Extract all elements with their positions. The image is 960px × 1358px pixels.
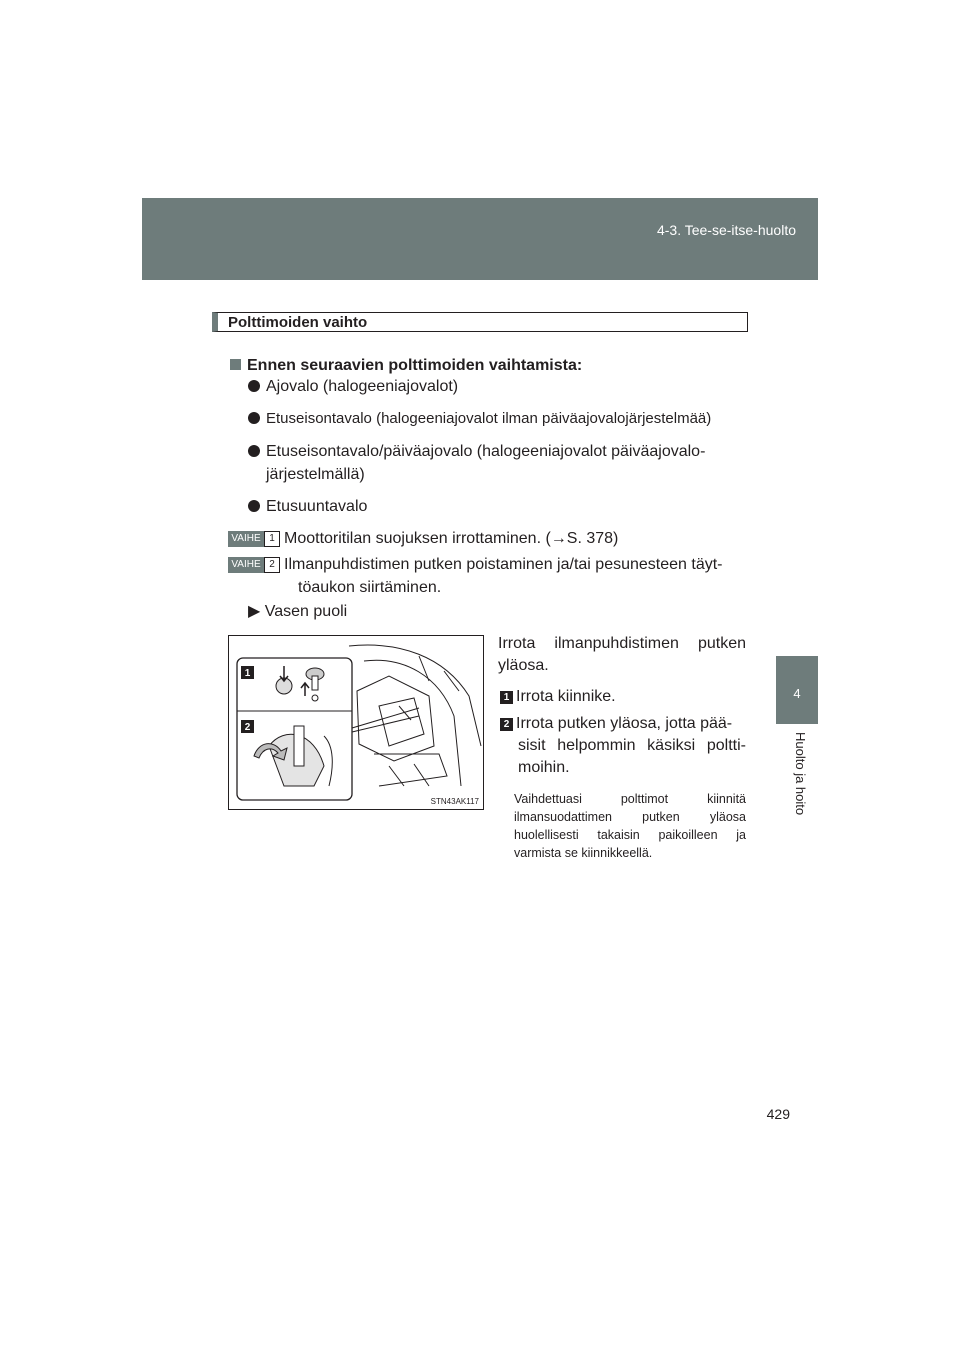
instruction-item-continuation: moihin.: [518, 759, 570, 776]
engine-bay-illustration: [229, 636, 483, 809]
step-text: Ilmanpuhdistimen putken poistaminen ja/tai pesunesteen täyt-: [284, 556, 723, 573]
bullet-item: Etuseisontavalo (halogeeniajovalot ilman päiväajovalojärjestelmää): [248, 408, 711, 430]
instruction-intro: Irrota ilmanpuhdistimen putken: [498, 635, 746, 652]
bullet-item: Ajovalo (halogeeniajovalot): [248, 376, 458, 398]
instruction-item: 1 Irrota kiinnike.: [500, 686, 616, 708]
chapter-title: Huolto ja hoito: [793, 732, 808, 816]
triangle-right-icon: ▶: [248, 603, 261, 620]
bullet-item: Etuseisontavalo/päiväajovalo (halogeeniajovalot päiväajovalo-: [248, 441, 705, 463]
figure-code: STN43AK117: [430, 797, 479, 806]
step-badge: VAIHE 2: [228, 557, 278, 573]
chapter-number: 4: [793, 686, 801, 701]
step-badge: VAIHE 1: [228, 531, 278, 547]
callout-1-icon: 1: [500, 691, 513, 704]
bullet-icon: [248, 445, 260, 457]
section-title: Polttimoiden vaihto: [228, 314, 368, 331]
svg-text:2: 2: [244, 722, 251, 733]
bullet-item-continuation: järjestelmällä): [266, 466, 365, 483]
bullet-icon: [248, 500, 260, 512]
bullet-icon: [248, 380, 260, 392]
svg-text:1: 1: [244, 668, 251, 679]
bullet-item: Etusuuntavalo: [248, 496, 367, 518]
page-number: 429: [766, 1106, 790, 1122]
chapter-tab: [776, 656, 818, 724]
header-band: [142, 198, 818, 280]
square-bullet-icon: [230, 359, 241, 370]
callout-2-icon: 2: [500, 718, 513, 731]
instruction-item: 2 Irrota putken yläosa, jotta pää-: [500, 713, 746, 735]
bullet-icon: [248, 412, 260, 424]
step-text: Moottoritilan suojuksen irrottaminen. (→S. 378): [284, 530, 619, 547]
instruction-item-continuation: sisit helpommin käsiksi poltti-: [518, 737, 746, 754]
engine-bay-figure: [228, 635, 484, 810]
side-heading: ▶ Vasen puoli: [248, 603, 348, 620]
header-section-title: 4-3. Tee-se-itse-huolto: [656, 222, 796, 238]
section-title-box: [212, 312, 748, 332]
subheading: Ennen seuraavien polttimoiden vaihtamista:: [230, 355, 582, 377]
note-text: Vaihdettuasi polttimot kiinnitä ilmansuodattimen putken yläosa huolellisesti takaisin paikoilleen ja varmista se kiinnikkeellä.: [514, 792, 746, 860]
instruction-intro-continuation: yläosa.: [498, 657, 549, 674]
step-text-continuation: töaukon siirtäminen.: [298, 579, 442, 596]
